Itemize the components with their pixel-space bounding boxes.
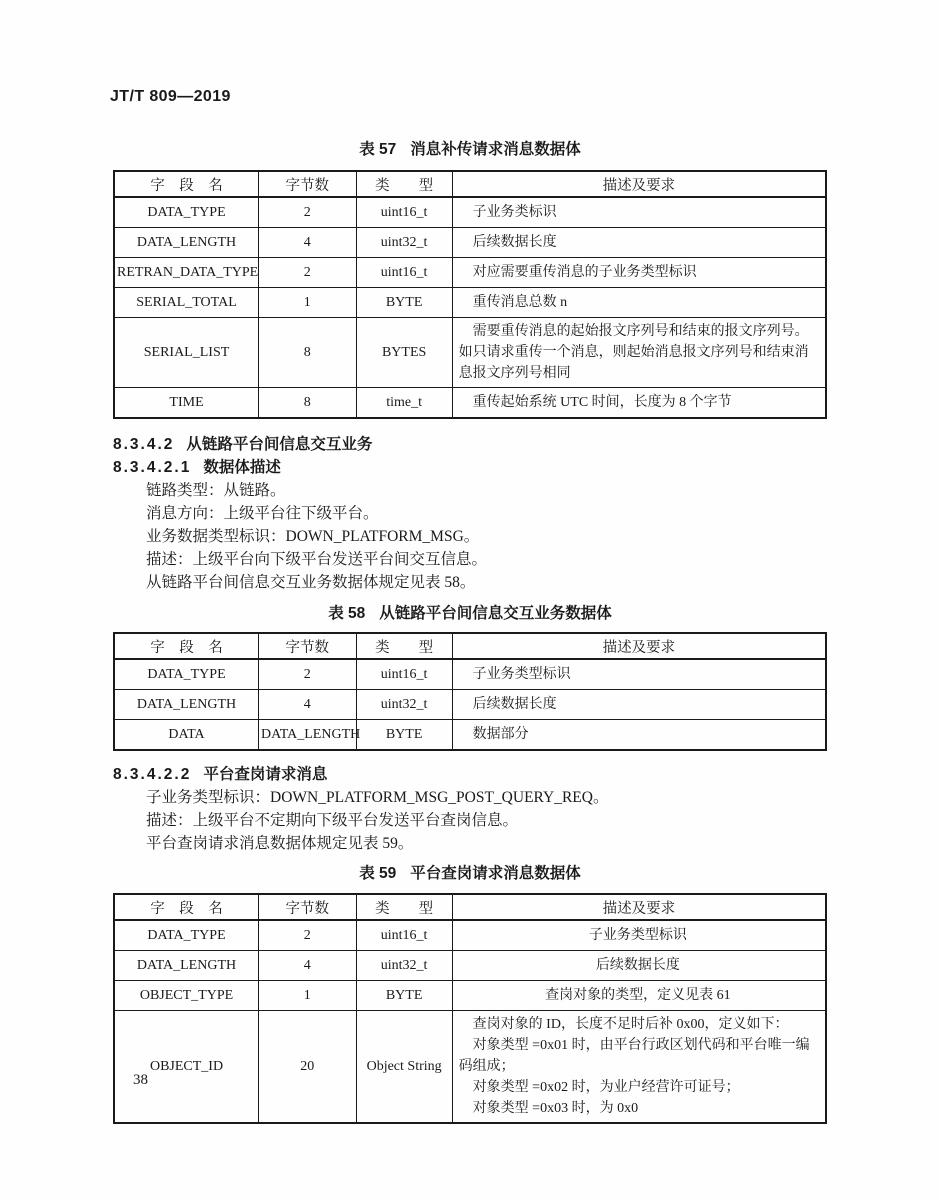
table-row bbox=[114, 690, 826, 720]
column-header: 类 型 bbox=[356, 633, 452, 659]
byte-count-cell: 4 bbox=[259, 690, 357, 720]
table-57 bbox=[113, 170, 827, 419]
section-heading-83422 bbox=[113, 763, 827, 786]
standard-number-header: JT/T 809—2019 bbox=[110, 88, 231, 105]
table-59-caption-label: 表 59 bbox=[359, 865, 397, 882]
description-paragraph: 需要重传消息的起始报文序列号和结束的报文序列号。如只请求重传一个消息，则起始消息报文序列号和结束消息报文序列号相同 bbox=[458, 324, 809, 381]
body-paragraph: 从链路平台间信息交互业务数据体规定见表 58。 bbox=[146, 574, 476, 591]
body-paragraph: 子业务类型标识：DOWN_PLATFORM_MSG_POST_QUERY_REQ。 bbox=[146, 789, 609, 806]
type-cell: uint16_t bbox=[356, 197, 452, 228]
description-paragraph: 后续数据长度 bbox=[472, 235, 557, 250]
table-57-caption bbox=[113, 138, 827, 161]
table-row bbox=[114, 258, 826, 288]
section-title: 平台查岗请求消息 bbox=[203, 766, 328, 783]
column-header: 字节数 bbox=[259, 894, 357, 920]
table-59 bbox=[113, 893, 827, 1124]
byte-count-cell: 4 bbox=[259, 228, 357, 258]
byte-count-cell: 1 bbox=[259, 981, 357, 1011]
table-58-caption bbox=[113, 602, 827, 625]
table-header-row bbox=[114, 171, 826, 197]
table-58 bbox=[113, 632, 827, 751]
field-name-cell: SERIAL_TOTAL bbox=[114, 288, 259, 318]
type-cell: uint32_t bbox=[356, 951, 452, 981]
field-name-cell: DATA bbox=[114, 720, 259, 751]
description-cell bbox=[452, 258, 826, 288]
type-cell: BYTE bbox=[356, 981, 452, 1011]
byte-count-cell: 2 bbox=[259, 197, 357, 228]
type-cell: time_t bbox=[356, 388, 452, 419]
table-row bbox=[114, 318, 826, 388]
body-paragraph: 消息方向：上级平台往下级平台。 bbox=[146, 505, 379, 522]
type-cell: BYTE bbox=[356, 288, 452, 318]
byte-count-cell: 8 bbox=[259, 388, 357, 419]
type-cell: uint16_t bbox=[356, 920, 452, 951]
type-cell: uint32_t bbox=[356, 690, 452, 720]
field-name-cell: OBJECT_ID bbox=[114, 1011, 259, 1124]
table-row bbox=[114, 981, 826, 1011]
type-cell: uint32_t bbox=[356, 228, 452, 258]
description-paragraph: 对象类型 =0x02 时，为业户经营许可证号； bbox=[472, 1080, 740, 1095]
description-cell bbox=[452, 659, 826, 690]
body-paragraph: 业务数据类型标识：DOWN_PLATFORM_MSG。 bbox=[146, 528, 480, 545]
column-header: 描述及要求 bbox=[452, 171, 826, 197]
field-name-cell: SERIAL_LIST bbox=[114, 318, 259, 388]
description-cell bbox=[452, 690, 826, 720]
table-row bbox=[114, 920, 826, 951]
description-paragraph: 子业务类标识 bbox=[472, 205, 557, 220]
table-59-caption-title: 平台查岗请求消息数据体 bbox=[410, 865, 581, 882]
table-58-caption-label: 表 58 bbox=[328, 605, 366, 622]
table-row bbox=[114, 388, 826, 419]
description-cell bbox=[452, 1011, 826, 1124]
description-paragraph: 后续数据长度 bbox=[472, 697, 557, 712]
section-heading-8342 bbox=[113, 433, 827, 456]
description-cell bbox=[452, 228, 826, 258]
description-paragraph: 后续数据长度 bbox=[595, 958, 680, 973]
description-paragraph: 查岗对象的 ID，长度不足时后补 0x00，定义如下： bbox=[472, 1017, 789, 1032]
type-cell: BYTES bbox=[356, 318, 452, 388]
table-row bbox=[114, 228, 826, 258]
section-number: 8.3.4.2.2 bbox=[113, 766, 192, 783]
body-paragraph: 描述：上级平台向下级平台发送平台间交互信息。 bbox=[146, 551, 488, 568]
description-paragraph: 子业务类型标识 bbox=[588, 928, 687, 943]
table-header-row bbox=[114, 633, 826, 659]
type-cell: BYTE bbox=[356, 720, 452, 751]
section-title: 数据体描述 bbox=[203, 459, 281, 476]
byte-count-cell: DATA_LENGTH bbox=[259, 720, 357, 751]
page-content bbox=[113, 132, 827, 1124]
column-header: 字节数 bbox=[259, 633, 357, 659]
table-row bbox=[114, 720, 826, 751]
description-paragraph: 对象类型 =0x03 时，为 0x0 bbox=[472, 1101, 639, 1116]
column-header: 描述及要求 bbox=[452, 894, 826, 920]
table-58-caption-title: 从链路平台间信息交互业务数据体 bbox=[379, 605, 612, 622]
table-row bbox=[114, 659, 826, 690]
description-paragraph: 重传起始系统 UTC 时间，长度为 8 个字节 bbox=[472, 395, 732, 410]
body-paragraph: 平台查岗请求消息数据体规定见表 59。 bbox=[146, 835, 414, 852]
description-cell bbox=[452, 318, 826, 388]
type-cell: uint16_t bbox=[356, 659, 452, 690]
description-cell bbox=[452, 288, 826, 318]
section-title: 从链路平台间信息交互业务 bbox=[186, 436, 373, 453]
table-row bbox=[114, 1011, 826, 1124]
section-heading-83421 bbox=[113, 456, 827, 479]
byte-count-cell: 2 bbox=[259, 659, 357, 690]
type-cell: uint16_t bbox=[356, 258, 452, 288]
field-name-cell: DATA_TYPE bbox=[114, 659, 259, 690]
description-paragraph: 数据部分 bbox=[472, 727, 529, 742]
section-number: 8.3.4.2.1 bbox=[113, 459, 192, 476]
table-row bbox=[114, 288, 826, 318]
table-header-row bbox=[114, 894, 826, 920]
column-header: 描述及要求 bbox=[452, 633, 826, 659]
body-paragraph: 描述：上级平台不定期向下级平台发送平台查岗信息。 bbox=[146, 812, 519, 829]
field-name-cell: OBJECT_TYPE bbox=[114, 981, 259, 1011]
description-cell bbox=[452, 197, 826, 228]
description-paragraph: 重传消息总数 n bbox=[472, 295, 568, 310]
description-cell bbox=[452, 720, 826, 751]
column-header: 字 段 名 bbox=[114, 894, 259, 920]
field-name-cell: TIME bbox=[114, 388, 259, 419]
byte-count-cell: 8 bbox=[259, 318, 357, 388]
description-cell bbox=[452, 981, 826, 1011]
type-cell: Object String bbox=[356, 1011, 452, 1124]
column-header: 字节数 bbox=[259, 171, 357, 197]
column-header: 类 型 bbox=[356, 171, 452, 197]
field-name-cell: DATA_TYPE bbox=[114, 197, 259, 228]
description-paragraph: 子业务类型标识 bbox=[472, 667, 571, 682]
description-cell bbox=[452, 920, 826, 951]
byte-count-cell: 1 bbox=[259, 288, 357, 318]
description-paragraph: 对象类型 =0x01 时，由平台行政区划代码和平台唯一编码组成； bbox=[458, 1038, 810, 1074]
table-57-caption-title: 消息补传请求消息数据体 bbox=[410, 141, 581, 158]
description-cell bbox=[452, 388, 826, 419]
byte-count-cell: 2 bbox=[259, 920, 357, 951]
field-name-cell: DATA_TYPE bbox=[114, 920, 259, 951]
table-57-caption-label: 表 57 bbox=[359, 141, 397, 158]
description-paragraph: 对应需要重传消息的子业务类型标识 bbox=[472, 265, 697, 280]
description-cell bbox=[452, 951, 826, 981]
field-name-cell: DATA_LENGTH bbox=[114, 690, 259, 720]
description-paragraph: 查岗对象的类型，定义见表 61 bbox=[545, 988, 731, 1003]
table-row bbox=[114, 197, 826, 228]
table-row bbox=[114, 951, 826, 981]
byte-count-cell: 4 bbox=[259, 951, 357, 981]
byte-count-cell: 2 bbox=[259, 258, 357, 288]
column-header: 字 段 名 bbox=[114, 171, 259, 197]
field-name-cell: DATA_LENGTH bbox=[114, 951, 259, 981]
field-name-cell: DATA_LENGTH bbox=[114, 228, 259, 258]
page-number: 38 bbox=[133, 1072, 148, 1088]
byte-count-cell: 20 bbox=[259, 1011, 357, 1124]
body-paragraph: 链路类型：从链路。 bbox=[146, 482, 286, 499]
field-name-cell: RETRAN_DATA_TYPE bbox=[114, 258, 259, 288]
table-59-caption bbox=[113, 862, 827, 885]
section-number: 8.3.4.2 bbox=[113, 436, 175, 453]
column-header: 类 型 bbox=[356, 894, 452, 920]
column-header: 字 段 名 bbox=[114, 633, 259, 659]
